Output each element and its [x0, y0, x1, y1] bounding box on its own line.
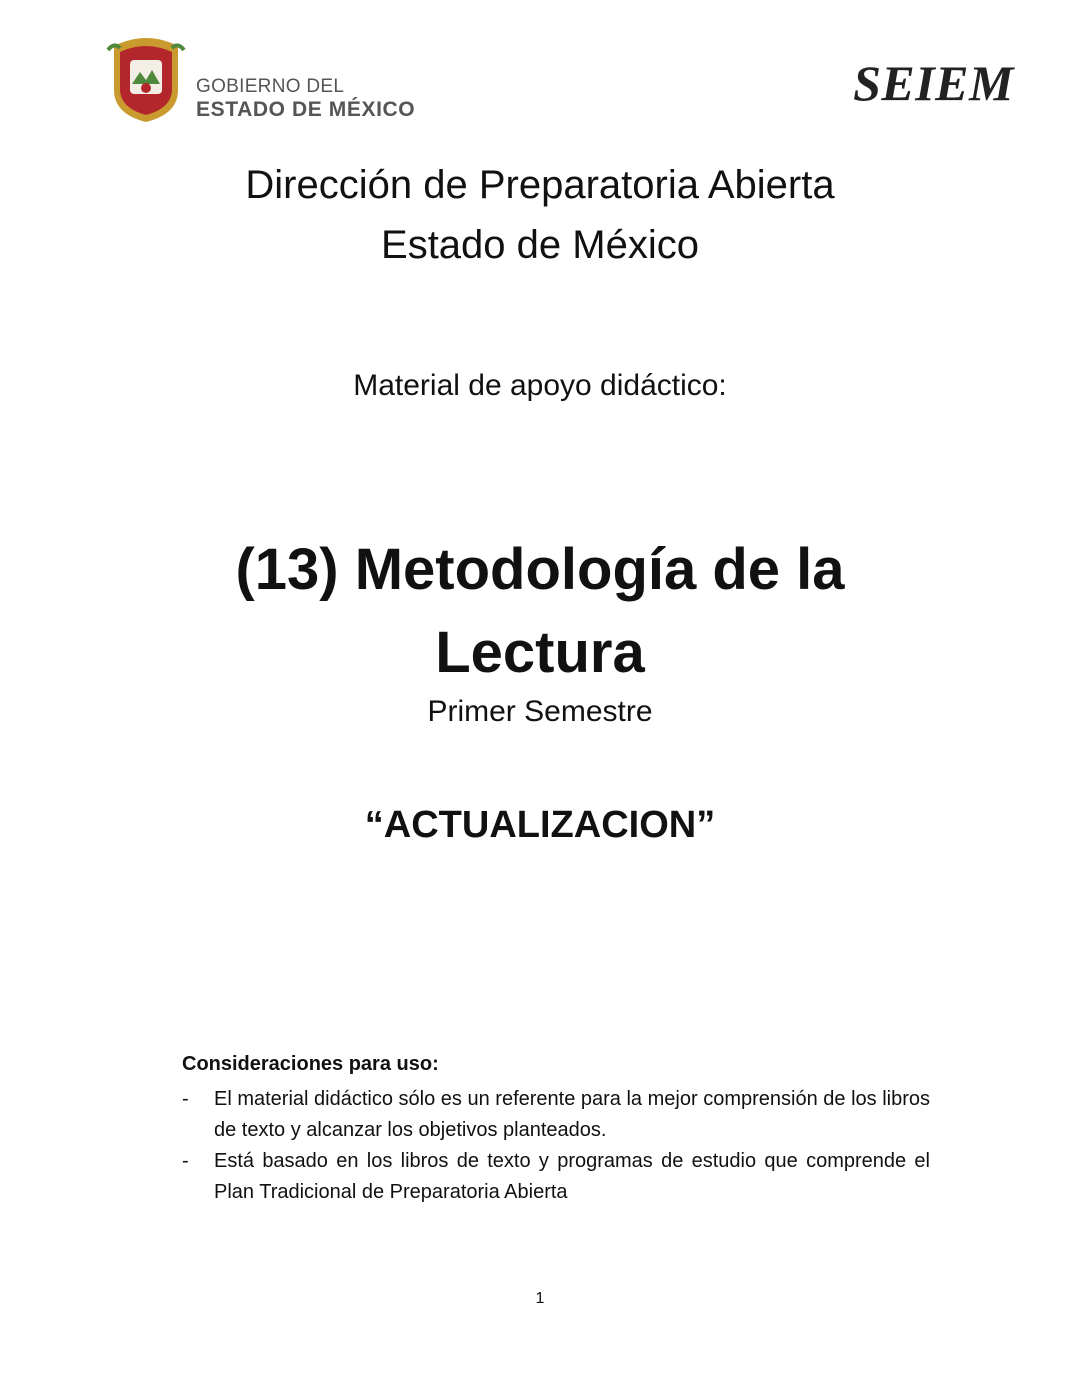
- list-item: [182, 1146, 930, 1208]
- material-subtitle: Material de apoyo didáctico:: [353, 369, 727, 402]
- title-line1: Dirección de Preparatoria Abierta: [245, 163, 835, 207]
- coat-of-arms-icon: [104, 32, 188, 124]
- title-line2: Estado de México: [381, 223, 699, 267]
- list-item: [182, 1084, 930, 1146]
- considerations-title: Consideraciones para uso:: [182, 1053, 439, 1075]
- seiem-logo: SEIEM: [853, 55, 1014, 111]
- page-number: 1: [535, 1290, 545, 1307]
- course-title-line1: (13) Metodología de la: [235, 537, 845, 602]
- government-line1: GOBIERNO DEL: [196, 76, 345, 97]
- semester-label: Primer Semestre: [427, 695, 653, 728]
- list-item-text: Está basado en los libros de texto y programas de estudio que comprende el Plan Tradicional de Preparatoria Abierta: [214, 1150, 930, 1203]
- government-line2: ESTADO DE MÉXICO: [196, 98, 416, 121]
- considerations-section: [182, 1053, 930, 1208]
- bullet-dash: -: [182, 1088, 189, 1110]
- course-title-line2: Lectura: [435, 620, 645, 685]
- bullet-dash: -: [182, 1150, 189, 1172]
- list-item-text: El material didáctico sólo es un referente para la mejor comprensión de los libros de texto y alcanzar los objetivos planteados.: [214, 1088, 930, 1141]
- update-label: “ACTUALIZACION”: [364, 804, 716, 846]
- government-logo: [104, 32, 424, 128]
